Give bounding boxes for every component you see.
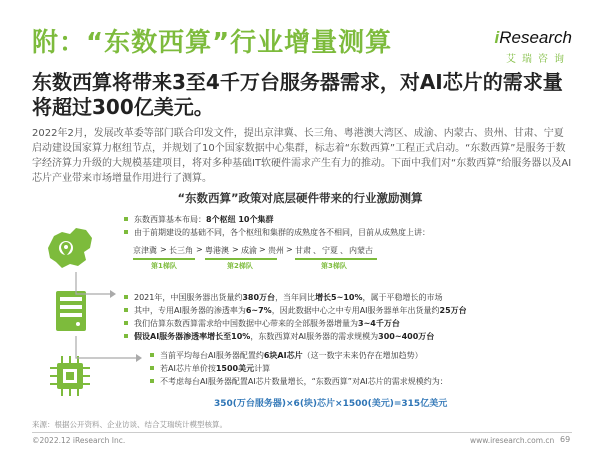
- page-title: 附：“东数西算”行业增量测算: [32, 28, 393, 58]
- source-note: 来源：根据公开资料、企业访谈、结合艾瑞统计模型核算。: [32, 420, 227, 429]
- page-number: 69: [560, 435, 571, 444]
- list-item: 若AI芯片单价按1500美元计算: [150, 362, 570, 375]
- list-item: 当前平均每台AI服务器配置约6块AI芯片（这一数字未来仍存在增加趋势）: [150, 349, 570, 362]
- chip-estimate-list: [150, 349, 570, 388]
- section-title: “东数西算”政策对底层硬件带来的行业激励测算: [177, 191, 423, 205]
- list-item: 我们估算东数西算需求给中国数据中心带来的全部服务器增量为3~4千万台: [124, 317, 574, 330]
- server-estimate-list: [124, 291, 574, 343]
- tier3-label: 第3梯队: [321, 262, 347, 270]
- intro-paragraph: 2022年2月，发展改革委等部门联合印发文件，提出京津冀、长三角、粤港澳大湾区、成渝、内蒙古、贵州、甘肃、宁夏启动建设国家算力枢纽节点，并规划了10个国家数据中心集群，标志着“东数西算”工程正式启动。“东数西算”是服务于数字经济算力升级的大规模基建项目，将对多种基础IT软硬件需求产生有力的推动。下面中我们对“东数西算”给服务器以及AI芯片产业带来市场增量作用进行了测算。: [32, 128, 572, 184]
- flow-arrow-1: [72, 272, 122, 312]
- copyright: ©2022.12 iResearch Inc.: [32, 436, 126, 445]
- tier3-underline: [295, 258, 377, 260]
- list-item: 其中，专用AI服务器的渗透率为6~7%，因此数据中心之中专用AI服务器单年出货量约25万台: [124, 304, 574, 317]
- route-node: 宁夏: [322, 246, 338, 255]
- list-item: 2021年，中国服务器出货量约380万台，当年同比增长5~10%，属于平稳增长的市场: [124, 291, 574, 304]
- layout-list: [124, 213, 574, 239]
- list-item: 由于前期建设的基础不同，各个枢纽和集群的成熟度各不相同，目前从成熟度上讲：: [124, 226, 574, 239]
- route-node: 成渝: [241, 246, 257, 255]
- logo-subtitle: 艾瑞咨询: [506, 54, 570, 65]
- list-item: 东数西算基本布局：8个枢纽 10个集群: [124, 213, 574, 226]
- route-node: 甘肃: [295, 246, 311, 255]
- page-subtitle: 东数西算将带来3至4千万台服务器需求，对AI芯片的需求量将超过300亿美元。: [32, 70, 563, 119]
- route-node: 京津冀: [133, 246, 157, 255]
- route-node: 内蒙古: [349, 246, 373, 255]
- tier2-label: 第2梯队: [227, 262, 253, 270]
- china-map-icon: [40, 218, 100, 278]
- route-node: 长三角: [169, 246, 193, 255]
- route-node: 粤港澳: [205, 246, 229, 255]
- footer-divider: [32, 432, 572, 433]
- website-link[interactable]: www.iresearch.com.cn: [470, 436, 555, 445]
- tier2-underline: [205, 258, 277, 260]
- iresearch-logo: [492, 24, 572, 68]
- tier1-label: 第1梯队: [151, 262, 177, 270]
- chip-demand-formula: 350(万台服务器)×6(块)芯片×1500(美元)=315亿美元: [214, 399, 448, 409]
- tier1-underline: [133, 258, 195, 260]
- route-node: 贵州: [268, 246, 284, 255]
- maturity-route: 京津冀 > 长三角 > 粤港澳 > 成渝 > 贵州 > 甘肃 、 宁夏 、 内蒙古 第1梯队 第2梯队 第3梯队: [133, 244, 483, 274]
- list-item: 假设AI服务器渗透率增长至10%，东数西算对AI服务器的需求规模为300~400万台: [124, 330, 574, 343]
- list-item: 不考虑每台AI服务器配置AI芯片数量增长，“东数西算”对AI芯片的需求规模约为：: [150, 375, 570, 388]
- logo-brand: iResearch: [494, 28, 572, 47]
